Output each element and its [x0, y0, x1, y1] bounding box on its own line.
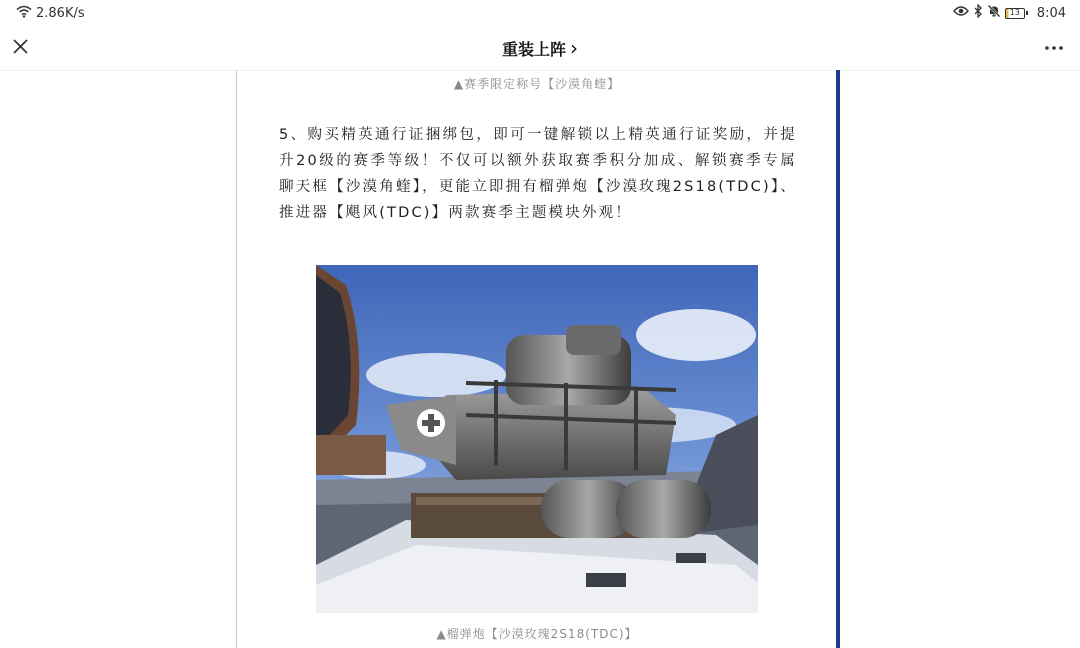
- article-image-howitzer[interactable]: [316, 265, 758, 613]
- wifi-icon: [16, 5, 32, 22]
- status-left: [0, 5, 85, 22]
- eye-icon: [953, 5, 969, 21]
- page-title[interactable]: [502, 36, 578, 60]
- network-speed: 2.86K/s: [36, 5, 85, 21]
- clock: 8:04: [1036, 5, 1066, 21]
- more-icon: [1042, 36, 1066, 60]
- more-button[interactable]: [1042, 36, 1066, 60]
- status-right: [953, 4, 1080, 22]
- nav-header: [0, 26, 1080, 71]
- status-bar: [0, 0, 1080, 26]
- image-caption-bottom: ▲榴弹炮【沙漠玫瑰2S18(TDC)】: [436, 627, 638, 641]
- article-content[interactable]: [236, 70, 837, 648]
- close-button[interactable]: [10, 36, 34, 60]
- bluetooth-icon: [973, 4, 983, 22]
- chevron-right-icon: ›: [570, 36, 578, 60]
- mute-bell-icon: [987, 4, 1001, 22]
- battery-icon: 13: [1005, 8, 1025, 19]
- image-caption-top: ▲赛季限定称号【沙漠角蝰】: [453, 77, 621, 91]
- page-title-text: 重装上阵: [501, 39, 566, 59]
- accent-border: [836, 70, 840, 648]
- close-icon: [10, 36, 34, 60]
- article-paragraph: 5、购买精英通行证捆绑包，即可一键解锁以上精英通行证奖励，并提升20级的赛季等级！不仅可以额外获取赛季积分加成、解锁赛季专属聊天框【沙漠角蝰】，更能立即拥有榴弹炮【沙漠玫瑰2S18(TDC)】、推进器【飓风(TDC)】两款赛季主题模块外观！: [279, 127, 797, 221]
